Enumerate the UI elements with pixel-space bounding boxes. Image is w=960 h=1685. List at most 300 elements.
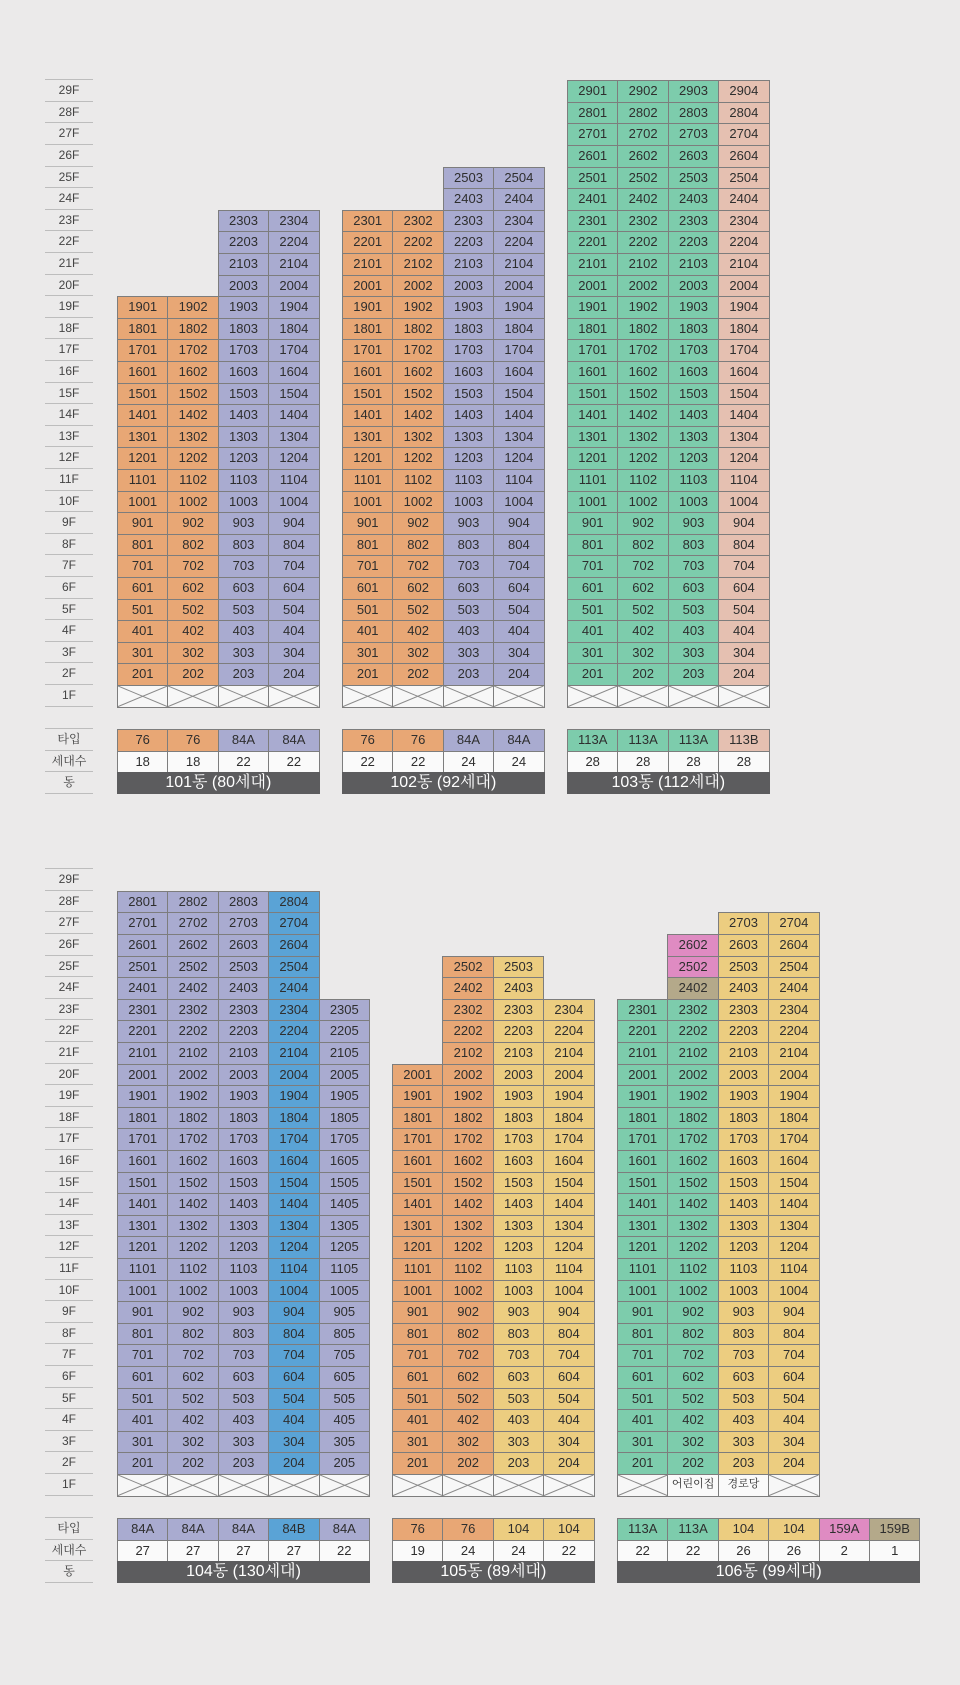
unit-cell: 804 <box>493 534 544 557</box>
unit-cell: 1901 <box>117 296 168 319</box>
unit-cell: 2403 <box>718 977 769 1000</box>
unit-cell: 1801 <box>392 1107 443 1130</box>
unit-cell: 2801 <box>567 102 618 125</box>
ground-floor-cell <box>218 685 269 708</box>
unit-cell: 1603 <box>443 361 494 384</box>
unit-cell: 504 <box>718 599 769 622</box>
unit-cell: 1604 <box>543 1150 594 1173</box>
floor-label: 13F <box>58 428 80 443</box>
floor-label: 12F <box>58 1239 80 1254</box>
ground-floor-cell <box>268 1474 319 1497</box>
unit-cell: 805 <box>319 1323 370 1346</box>
unit-cell: 504 <box>493 599 544 622</box>
unit-cell: 1903 <box>718 1085 769 1108</box>
unit-cell: 302 <box>167 1431 218 1454</box>
row-label-type: 타입 <box>57 1521 81 1535</box>
unit-cell: 1504 <box>268 1172 319 1195</box>
unit-cell: 1604 <box>268 1150 319 1173</box>
unit-cell: 2001 <box>342 275 393 298</box>
ground-floor-cell <box>617 1474 668 1497</box>
ground-floor-cell <box>218 1474 269 1497</box>
floor-label: 22F <box>58 234 80 249</box>
unit-cell: 1003 <box>218 491 269 514</box>
floor-label: 2F <box>61 666 76 681</box>
unit-cell: 1401 <box>342 404 393 427</box>
unit-cell: 1202 <box>392 447 443 470</box>
unit-cell: 703 <box>443 555 494 578</box>
unit-cell: 2004 <box>268 1064 319 1087</box>
floor-label: 24F <box>58 980 80 995</box>
households-cell: 1 <box>869 1540 920 1563</box>
unit-cell: 2101 <box>342 253 393 276</box>
unit-cell: 2603 <box>718 934 769 957</box>
floor-label: 5F <box>61 1390 76 1405</box>
unit-cell: 2702 <box>167 912 218 935</box>
unit-cell: 2502 <box>442 956 493 979</box>
unit-cell: 301 <box>117 1431 168 1454</box>
households-cell: 2 <box>819 1540 870 1563</box>
unit-cell: 1201 <box>117 1236 168 1259</box>
type-cell: 104 <box>718 1518 769 1541</box>
unit-cell: 902 <box>392 512 443 535</box>
unit-cell: 2102 <box>167 1042 218 1065</box>
unit-cell: 1202 <box>167 1236 218 1259</box>
unit-cell: 1703 <box>443 339 494 362</box>
unit-cell: 602 <box>442 1366 493 1389</box>
unit-cell: 1602 <box>442 1150 493 1173</box>
unit-cell: 1802 <box>667 1107 718 1130</box>
unit-cell: 1502 <box>617 383 668 406</box>
unit-cell: 2304 <box>493 210 544 233</box>
unit-cell: 1301 <box>117 426 168 449</box>
unit-cell: 1303 <box>668 426 719 449</box>
unit-cell: 505 <box>319 1388 370 1411</box>
unit-cell: 2302 <box>392 210 443 233</box>
unit-cell: 602 <box>667 1366 718 1389</box>
unit-cell: 1301 <box>117 1215 168 1238</box>
unit-cell: 602 <box>167 1366 218 1389</box>
floor-label: 9F <box>61 1304 76 1319</box>
axis-divider <box>45 1495 93 1496</box>
households-cell: 22 <box>543 1540 594 1563</box>
row-label-building: 동 <box>63 1564 75 1579</box>
unit-cell: 1603 <box>218 1150 269 1173</box>
floor-label: 26F <box>58 937 80 951</box>
households-cell: 22 <box>268 751 319 774</box>
unit-cell: 404 <box>543 1409 594 1432</box>
unit-cell: 1402 <box>442 1193 493 1216</box>
unit-cell: 304 <box>718 642 769 665</box>
unit-cell: 2204 <box>543 1020 594 1043</box>
unit-cell: 504 <box>268 599 319 622</box>
axis-divider <box>45 1582 93 1583</box>
unit-cell: 1403 <box>493 1193 544 1216</box>
unit-cell: 2104 <box>718 253 769 276</box>
unit-cell: 1601 <box>117 361 168 384</box>
unit-cell: 1404 <box>718 404 769 427</box>
unit-cell: 803 <box>218 534 269 557</box>
floor-label: 11F <box>59 472 79 486</box>
type-cell: 104 <box>493 1518 544 1541</box>
unit-cell: 2204 <box>268 1020 319 1043</box>
unit-cell: 1505 <box>319 1172 370 1195</box>
unit-cell: 2104 <box>268 1042 319 1065</box>
households-cell: 22 <box>392 751 443 774</box>
unit-cell: 1403 <box>218 404 269 427</box>
unit-cell: 2302 <box>667 999 718 1022</box>
axis-divider <box>45 793 93 794</box>
unit-cell: 201 <box>117 663 168 686</box>
ground-floor-cell: 어린이집 <box>667 1474 718 1497</box>
row-label-building: 동 <box>63 775 75 790</box>
unit-cell: 404 <box>768 1409 819 1432</box>
unit-cell: 701 <box>117 1344 168 1367</box>
unit-cell: 803 <box>443 534 494 557</box>
unit-cell: 1703 <box>668 339 719 362</box>
unit-cell: 601 <box>392 1366 443 1389</box>
unit-cell: 2902 <box>617 80 668 103</box>
unit-cell: 303 <box>493 1431 544 1454</box>
households-cell: 28 <box>668 751 719 774</box>
unit-cell: 1305 <box>319 1215 370 1238</box>
type-cell: 76 <box>342 729 393 752</box>
unit-cell: 1002 <box>167 1280 218 1303</box>
unit-cell: 1202 <box>667 1236 718 1259</box>
unit-cell: 1303 <box>718 1215 769 1238</box>
unit-cell: 1102 <box>167 469 218 492</box>
unit-cell: 702 <box>167 1344 218 1367</box>
unit-cell: 404 <box>268 1409 319 1432</box>
floor-label: 3F <box>61 644 76 659</box>
unit-cell: 1602 <box>617 361 668 384</box>
unit-cell: 1504 <box>543 1172 594 1195</box>
type-cell: 84A <box>218 1518 269 1541</box>
unit-cell: 204 <box>768 1452 819 1475</box>
unit-cell: 1401 <box>567 404 618 427</box>
ground-floor-cell <box>567 685 618 708</box>
type-cell: 84A <box>218 729 269 752</box>
unit-cell: 1201 <box>342 447 393 470</box>
unit-cell: 2702 <box>617 123 668 146</box>
floor-label: 24F <box>58 191 80 206</box>
unit-cell: 2503 <box>668 167 719 190</box>
unit-cell: 2003 <box>443 275 494 298</box>
ground-floor-cell <box>442 1474 493 1497</box>
unit-cell: 2002 <box>167 1064 218 1087</box>
floor-label: 9F <box>61 515 76 530</box>
households-cell: 22 <box>319 1540 370 1563</box>
unit-cell: 301 <box>342 642 393 665</box>
unit-cell: 2003 <box>718 1064 769 1087</box>
floor-label: 12F <box>58 450 80 465</box>
unit-cell: 2002 <box>617 275 668 298</box>
unit-cell: 1803 <box>668 318 719 341</box>
unit-cell: 601 <box>117 1366 168 1389</box>
unit-cell: 801 <box>342 534 393 557</box>
unit-cell: 304 <box>268 1431 319 1454</box>
floor-label: 20F <box>58 277 80 292</box>
floor-label: 15F <box>58 385 80 400</box>
unit-cell: 1702 <box>442 1128 493 1151</box>
unit-cell: 301 <box>117 642 168 665</box>
unit-cell: 1704 <box>268 1128 319 1151</box>
unit-cell: 1004 <box>268 1280 319 1303</box>
unit-cell: 504 <box>268 1388 319 1411</box>
unit-cell: 1804 <box>718 318 769 341</box>
unit-cell: 1204 <box>268 1236 319 1259</box>
unit-cell: 2504 <box>268 956 319 979</box>
unit-cell: 1702 <box>617 339 668 362</box>
households-cell: 24 <box>493 1540 544 1563</box>
unit-cell: 1904 <box>268 1085 319 1108</box>
unit-cell: 1201 <box>567 447 618 470</box>
unit-cell: 801 <box>392 1323 443 1346</box>
unit-cell: 1701 <box>342 339 393 362</box>
unit-cell: 2701 <box>567 123 618 146</box>
unit-cell: 1101 <box>567 469 618 492</box>
unit-cell: 1603 <box>668 361 719 384</box>
unit-cell: 2502 <box>167 956 218 979</box>
unit-cell: 1503 <box>718 1172 769 1195</box>
unit-cell: 1704 <box>718 339 769 362</box>
unit-cell: 2301 <box>617 999 668 1022</box>
unit-cell: 2402 <box>442 977 493 1000</box>
unit-cell: 1701 <box>117 1128 168 1151</box>
unit-cell: 502 <box>392 599 443 622</box>
unit-cell: 2904 <box>718 80 769 103</box>
unit-cell: 1303 <box>218 426 269 449</box>
ground-floor-cell: 경로당 <box>718 1474 769 1497</box>
unit-cell: 904 <box>268 1301 319 1324</box>
unit-cell: 2804 <box>268 891 319 914</box>
unit-cell: 2202 <box>167 1020 218 1043</box>
unit-cell: 2603 <box>218 934 269 957</box>
type-cell: 159B <box>869 1518 920 1541</box>
ground-floor-cell <box>167 1474 218 1497</box>
building-name-bar: 104동 (130세대) <box>117 1561 370 1583</box>
unit-cell: 203 <box>218 663 269 686</box>
unit-cell: 401 <box>567 620 618 643</box>
unit-cell: 704 <box>493 555 544 578</box>
households-cell: 22 <box>667 1540 718 1563</box>
unit-cell: 1404 <box>768 1193 819 1216</box>
unit-cell: 1801 <box>117 1107 168 1130</box>
households-cell: 22 <box>342 751 393 774</box>
unit-cell: 905 <box>319 1301 370 1324</box>
floor-label: 18F <box>58 320 80 335</box>
unit-cell: 1001 <box>617 1280 668 1303</box>
unit-cell: 2504 <box>493 167 544 190</box>
unit-cell: 904 <box>768 1301 819 1324</box>
unit-cell: 1003 <box>218 1280 269 1303</box>
unit-cell: 1203 <box>218 447 269 470</box>
unit-cell: 1404 <box>268 1193 319 1216</box>
unit-cell: 1504 <box>768 1172 819 1195</box>
unit-cell: 1804 <box>543 1107 594 1130</box>
unit-cell: 1003 <box>493 1280 544 1303</box>
unit-cell: 304 <box>768 1431 819 1454</box>
unit-cell: 1805 <box>319 1107 370 1130</box>
unit-cell: 2704 <box>718 123 769 146</box>
unit-cell: 603 <box>493 1366 544 1389</box>
unit-cell: 1601 <box>342 361 393 384</box>
unit-cell: 1502 <box>167 1172 218 1195</box>
unit-cell: 801 <box>567 534 618 557</box>
floor-label: 11F <box>59 1261 79 1275</box>
unit-cell: 2104 <box>268 253 319 276</box>
unit-cell: 1202 <box>167 447 218 470</box>
unit-cell: 2304 <box>768 999 819 1022</box>
unit-cell: 1703 <box>218 1128 269 1151</box>
floor-label: 4F <box>61 1412 76 1427</box>
unit-cell: 1504 <box>718 383 769 406</box>
unit-cell: 901 <box>617 1301 668 1324</box>
floor-label: 19F <box>58 1088 80 1103</box>
unit-cell: 704 <box>268 555 319 578</box>
floor-label: 14F <box>58 407 80 422</box>
unit-cell: 501 <box>117 599 168 622</box>
unit-cell: 702 <box>617 555 668 578</box>
unit-cell: 2204 <box>768 1020 819 1043</box>
unit-cell: 302 <box>617 642 668 665</box>
unit-cell: 804 <box>268 1323 319 1346</box>
unit-cell: 603 <box>443 577 494 600</box>
unit-cell: 2901 <box>567 80 618 103</box>
unit-cell: 1203 <box>668 447 719 470</box>
households-cell: 27 <box>117 1540 168 1563</box>
unit-cell: 804 <box>768 1323 819 1346</box>
unit-cell: 2403 <box>668 188 719 211</box>
unit-cell: 2704 <box>768 912 819 935</box>
unit-cell: 402 <box>392 620 443 643</box>
unit-cell: 2203 <box>218 1020 269 1043</box>
unit-cell: 2601 <box>567 145 618 168</box>
unit-cell: 1601 <box>392 1150 443 1173</box>
unit-cell: 2304 <box>268 999 319 1022</box>
unit-cell: 303 <box>218 1431 269 1454</box>
unit-cell: 404 <box>718 620 769 643</box>
unit-cell: 1401 <box>117 404 168 427</box>
unit-cell: 1002 <box>617 491 668 514</box>
floor-label: 27F <box>58 915 80 930</box>
unit-cell: 701 <box>567 555 618 578</box>
unit-cell: 1101 <box>117 469 168 492</box>
unit-cell: 1903 <box>668 296 719 319</box>
row-label-households: 세대수 <box>51 1542 87 1557</box>
unit-cell: 203 <box>493 1452 544 1475</box>
ground-floor-cell <box>493 685 544 708</box>
unit-cell: 1201 <box>392 1236 443 1259</box>
unit-cell: 1004 <box>493 491 544 514</box>
unit-cell: 1504 <box>268 383 319 406</box>
type-cell: 76 <box>117 729 168 752</box>
unit-cell: 1902 <box>617 296 668 319</box>
unit-cell: 201 <box>392 1452 443 1475</box>
unit-cell: 702 <box>167 555 218 578</box>
floor-label: 25F <box>58 958 80 973</box>
unit-cell: 2402 <box>667 977 718 1000</box>
unit-cell: 1104 <box>268 1258 319 1281</box>
households-cell: 24 <box>493 751 544 774</box>
unit-cell: 903 <box>493 1301 544 1324</box>
unit-cell: 703 <box>668 555 719 578</box>
unit-cell: 2703 <box>218 912 269 935</box>
floor-label: 1F <box>61 1477 76 1491</box>
unit-cell: 2003 <box>668 275 719 298</box>
floor-label: 16F <box>58 1153 80 1167</box>
building-name-bar: 101동 (80세대) <box>117 772 320 794</box>
row-label-households: 세대수 <box>51 753 87 768</box>
unit-cell: 203 <box>668 663 719 686</box>
unit-cell: 603 <box>218 1366 269 1389</box>
unit-cell: 1901 <box>392 1085 443 1108</box>
unit-cell: 503 <box>218 1388 269 1411</box>
unit-cell: 604 <box>268 1366 319 1389</box>
unit-cell: 801 <box>117 1323 168 1346</box>
ground-floor-cell <box>342 685 393 708</box>
unit-cell: 1003 <box>718 1280 769 1303</box>
unit-cell: 701 <box>617 1344 668 1367</box>
floor-label: 14F <box>58 1196 80 1211</box>
unit-cell: 2203 <box>218 231 269 254</box>
unit-cell: 1101 <box>617 1258 668 1281</box>
unit-cell: 2302 <box>442 999 493 1022</box>
households-cell: 28 <box>617 751 668 774</box>
unit-cell: 1005 <box>319 1280 370 1303</box>
unit-cell: 2204 <box>268 231 319 254</box>
unit-cell: 1903 <box>493 1085 544 1108</box>
unit-cell: 403 <box>668 620 719 643</box>
unit-cell: 1501 <box>567 383 618 406</box>
floor-label: 27F <box>58 126 80 141</box>
unit-cell: 2304 <box>268 210 319 233</box>
floor-label: 6F <box>61 1369 76 1383</box>
type-cell: 76 <box>392 1518 443 1541</box>
floor-label: 6F <box>61 580 76 594</box>
unit-cell: 804 <box>268 534 319 557</box>
unit-cell: 1503 <box>668 383 719 406</box>
unit-cell: 1901 <box>342 296 393 319</box>
unit-cell: 2504 <box>718 167 769 190</box>
floor-label: 28F <box>58 104 80 119</box>
unit-cell: 2004 <box>268 275 319 298</box>
unit-cell: 2504 <box>768 956 819 979</box>
unit-cell: 602 <box>617 577 668 600</box>
unit-cell: 1604 <box>268 361 319 384</box>
unit-cell: 403 <box>218 1409 269 1432</box>
unit-cell: 1103 <box>443 469 494 492</box>
floor-label: 13F <box>58 1217 80 1232</box>
unit-cell: 1603 <box>218 361 269 384</box>
unit-cell: 901 <box>392 1301 443 1324</box>
unit-cell: 2303 <box>668 210 719 233</box>
unit-cell: 2503 <box>718 956 769 979</box>
unit-cell: 203 <box>443 663 494 686</box>
unit-cell: 2604 <box>768 934 819 957</box>
unit-cell: 402 <box>617 620 668 643</box>
unit-cell: 1104 <box>718 469 769 492</box>
unit-cell: 1402 <box>617 404 668 427</box>
unit-cell: 204 <box>493 663 544 686</box>
ground-floor-cell <box>443 685 494 708</box>
unit-cell: 303 <box>668 642 719 665</box>
building-name-bar: 105동 (89세대) <box>392 1561 595 1583</box>
unit-cell: 2304 <box>718 210 769 233</box>
unit-cell: 1001 <box>567 491 618 514</box>
floor-label: 8F <box>61 1325 76 1340</box>
type-cell: 76 <box>442 1518 493 1541</box>
unit-cell: 2601 <box>117 934 168 957</box>
